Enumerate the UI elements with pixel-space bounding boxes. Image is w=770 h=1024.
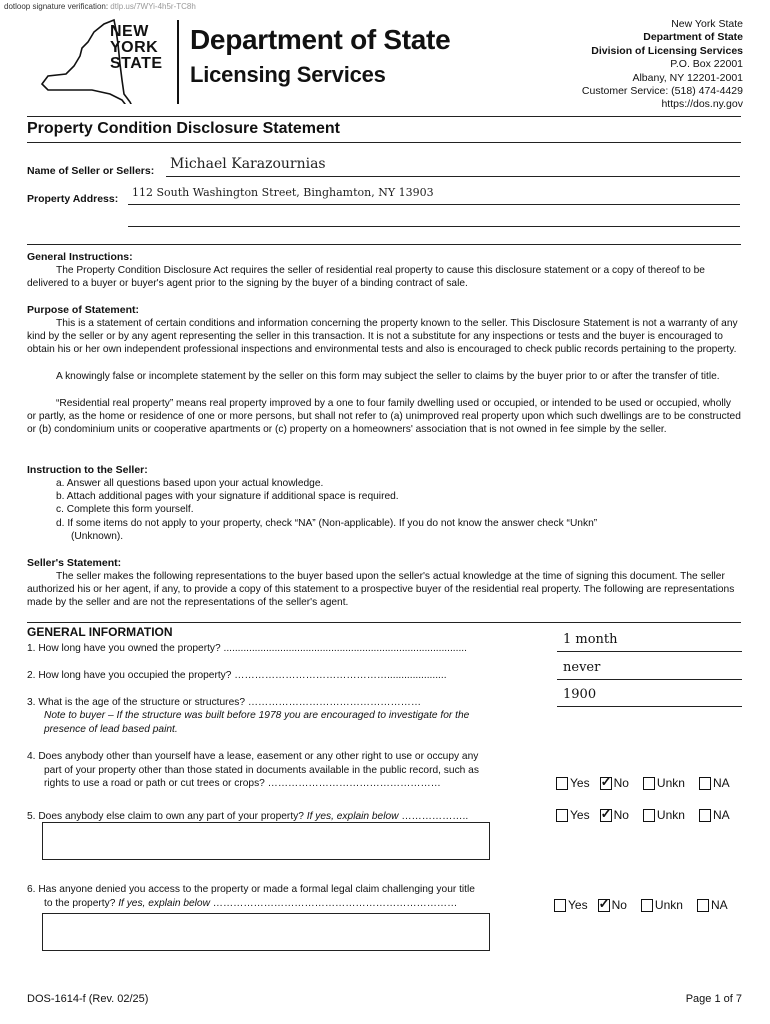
logo-wordmark: NEW YORK STATE <box>110 23 163 72</box>
general-instructions-heading: General Instructions: <box>27 251 133 263</box>
answer-3-field[interactable]: 1900 <box>563 687 597 702</box>
agency-website-link[interactable]: https://dos.ny.gov <box>661 98 743 111</box>
instruction-item-d-cont: (Unknown). <box>71 530 124 542</box>
question-3: 3. What is the age of the structure or structures? …………………………………………… <box>27 697 422 708</box>
instruction-seller-heading: Instruction to the Seller: <box>27 464 148 476</box>
property-address-field[interactable]: 112 South Washington Street, Binghamton, NY 13903 <box>132 186 434 199</box>
instruction-list <box>56 477 746 543</box>
answer-1-underline <box>557 651 742 652</box>
q5-yes-checkbox[interactable] <box>556 809 568 822</box>
question-1: 1. How long have you owned the property? ...................................................................................... <box>27 643 467 654</box>
question-3-note: Note to buyer – If the structure was built before 1978 you are encouraged to investigate for the presence of lead based paint. <box>44 710 470 735</box>
property-address-label: Property Address: <box>27 193 119 205</box>
question-2: 2. How long have you occupied the property? ………………………………………..................... <box>27 670 447 681</box>
general-instructions-text: The Property Condition Disclosure Act requires the seller of residential real property to cause this disclosure statement or a copy of thereof to be delivered to a buyer or buyer's agent prior to the signing by the buyer of a binding contract of sale. <box>27 265 705 290</box>
instruction-item-a: a. Answer all questions based upon your actual knowledge. <box>56 478 324 489</box>
dotloop-verification: dotloop signature verification: dtlp.us/7WYi-4h5r-TC8h <box>4 2 196 11</box>
sellers-statement-heading: Seller's Statement: <box>27 557 122 569</box>
q5-unkn-checkbox[interactable] <box>643 809 655 822</box>
form-title: Property Condition Disclosure Statement <box>27 120 340 137</box>
seller-name-underline <box>166 176 740 177</box>
question-6-explanation-box[interactable] <box>42 913 490 951</box>
page-number: Page 1 of 7 <box>685 993 742 1005</box>
property-address-underline-2 <box>128 226 740 227</box>
purpose-paragraph-3: “Residential real property” means real property improved by a one to four family dwelling used or occupied, or intended to be used or occupied, wholly or partly, as the home or residence of one or more persons, but shall not refer to (a) unimproved real property upon which such dwellings are to be constructed or (b) condominium units or cooperative apartments or (c) property on a homeowners' association that is not owned in fee simple by the seller. <box>27 398 741 436</box>
question-5-explanation-box[interactable] <box>42 822 490 860</box>
question-6: 6. Has anyone denied you access to the property or made a formal legal claim challenging your title to the property? If yes, explain below ……………………………………………………………… <box>27 884 475 909</box>
q4-na-checkbox[interactable] <box>699 777 711 790</box>
form-id: DOS-1614-f (Rev. 02/25) <box>27 993 149 1005</box>
q5-na-checkbox[interactable] <box>699 809 711 822</box>
logo-divider <box>177 20 179 104</box>
instruction-item-d: d. If some items do not apply to your property, check “NA” (Non-applicable). If you do not know the answer check “Unkn” <box>56 517 598 529</box>
property-address-underline-3 <box>27 244 741 245</box>
purpose-paragraph-2: A knowingly false or incomplete statement by the seller on this form may subject the seller to claims by the buyer prior to or after the transfer of title. <box>56 371 720 382</box>
general-info-heading: GENERAL INFORMATION <box>27 625 173 639</box>
sellers-statement-text: The seller makes the following representations to the buyer based upon the seller's actual knowledge at the time of signing this document. The seller authorized his or her agent, if any, to provide a copy of this statement to a prospective buyer of the residential real property. The following are representations made by the seller and are not the representations of the seller's agent. <box>27 571 735 609</box>
q4-yes-checkbox[interactable] <box>556 777 568 790</box>
property-address-underline <box>128 204 740 205</box>
q4-unkn-checkbox[interactable] <box>643 777 655 790</box>
answer-2-field[interactable]: never <box>563 660 601 675</box>
q4-no-checkbox[interactable] <box>600 777 612 790</box>
instruction-item-c: c. Complete this form yourself. <box>56 504 194 516</box>
purpose-heading: Purpose of Statement: <box>27 304 140 316</box>
title-rule-top <box>27 116 741 117</box>
title-rule-bottom <box>27 142 741 143</box>
q5-no-checkbox[interactable] <box>600 809 612 822</box>
q6-yes-checkbox[interactable] <box>554 899 566 912</box>
question-4: 4. Does anybody other than yourself have a lease, easement or any other right to use or occupy any part of your property other than those stated in documents available in the public record, such as rights to use a road or path or cut trees or crops? …………………………………………… <box>27 751 479 790</box>
q6-na-checkbox[interactable] <box>697 899 709 912</box>
answer-3-underline <box>557 706 742 707</box>
agency-address: New York State Department of State Division of Licensing Services P.O. Box 22001 Albany, NY 12201-2001 Customer Service: (518) 474-4429 https://dos.ny.gov <box>581 18 743 111</box>
instruction-item-b: b. Attach additional pages with your signature if additional space is required. <box>56 491 399 503</box>
department-title: Department of State <box>190 24 451 55</box>
question-5: 5. Does anybody else claim to own any part of your property? If yes, explain below ……………….. <box>27 811 469 822</box>
seller-name-label: Name of Seller or Sellers: <box>27 165 155 177</box>
question-4-options: Yes ✓ No Unkn NA <box>556 776 730 790</box>
question-6-options: Yes ✓ No Unkn NA <box>554 898 728 912</box>
purpose-paragraph-1: This is a statement of certain conditions and information concerning the property known to the seller. This Disclosure Statement is not a warranty of any kind by the seller or by any agent representing the seller in this transaction. It is not a substitute for any inspections or tests and the buyer is encouraged to obtain his or her own independent professional inspections and environmental tests and also is encouraged to check public records pertaining to the property. <box>27 318 738 356</box>
general-info-rule <box>27 622 741 623</box>
answer-2-underline <box>557 679 742 680</box>
department-subtitle: Licensing Services <box>190 62 386 87</box>
q6-no-checkbox[interactable] <box>598 899 610 912</box>
question-5-options: Yes ✓ No Unkn NA <box>556 808 730 822</box>
dotloop-link[interactable]: dtlp.us/7WYi-4h5r-TC8h <box>110 2 196 11</box>
q6-unkn-checkbox[interactable] <box>641 899 653 912</box>
answer-1-field[interactable]: 1 month <box>563 632 618 647</box>
seller-name-field[interactable]: Michael Karazournias <box>170 156 326 172</box>
